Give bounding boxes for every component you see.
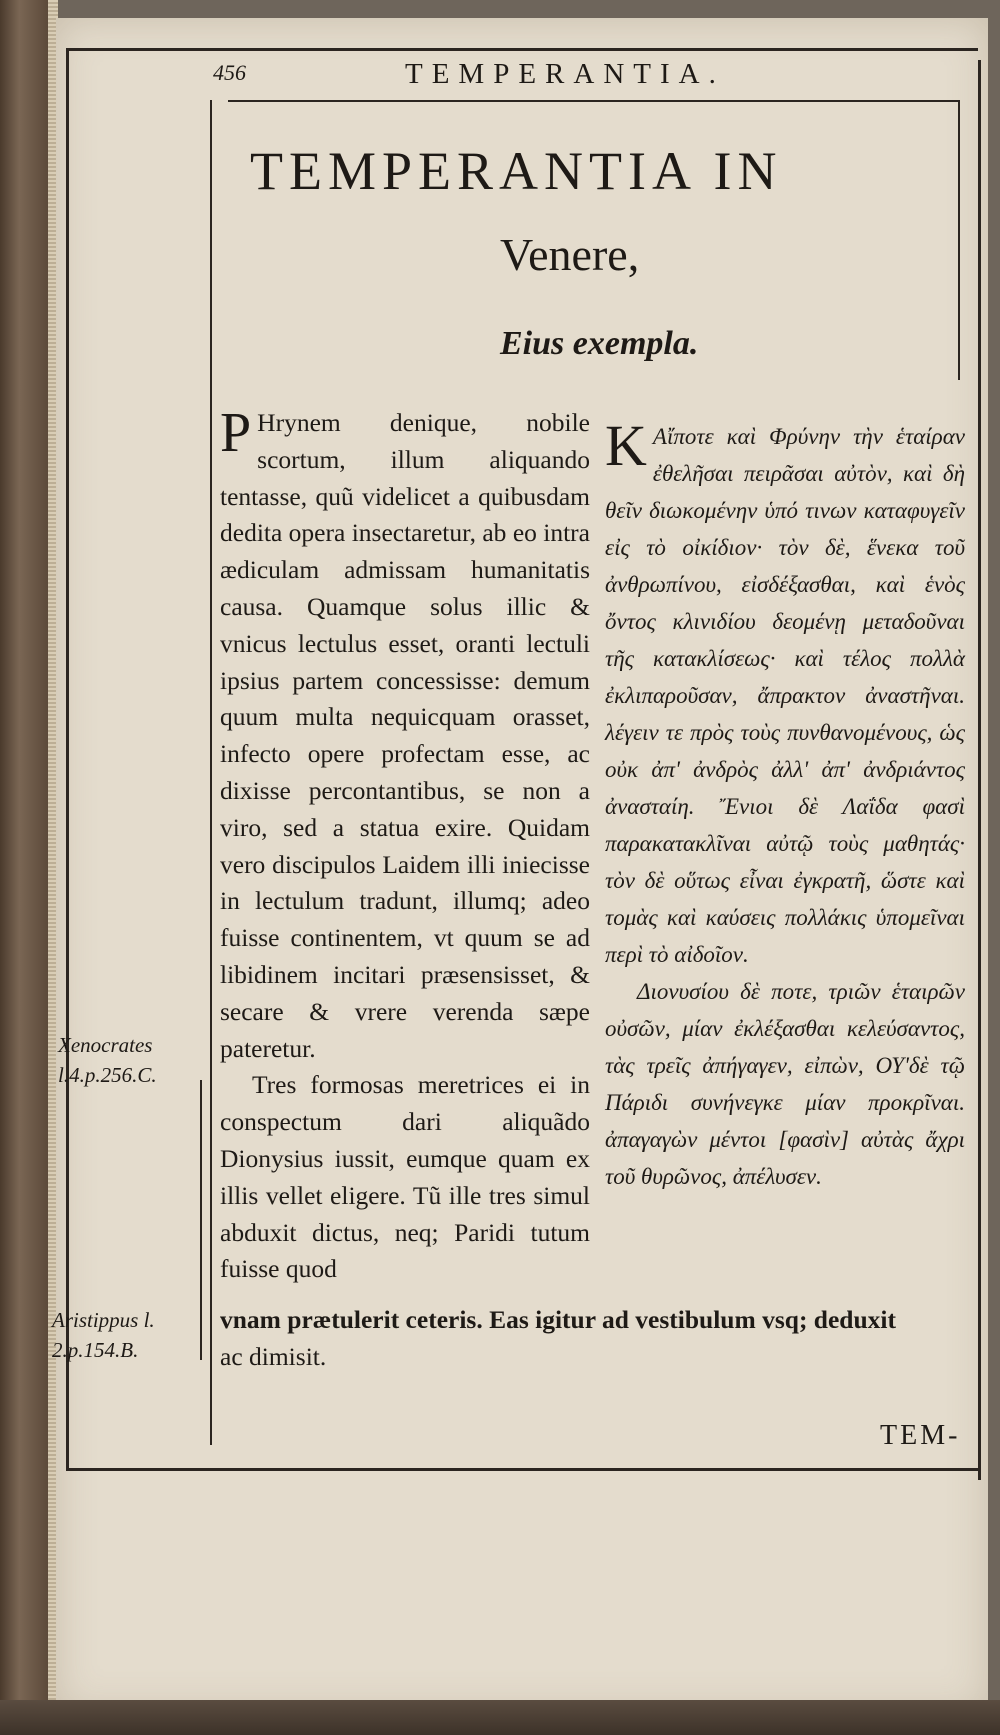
latin-dropcap: P [220, 402, 252, 464]
greek-dropcap: K [605, 413, 647, 478]
greek-paragraph-2: Διονυσίου δὲ ποτε, τριῶν ἑταιρῶν οὐσῶν, μίαν ἐκλέξασθαι κελεύσαντος, τὰς τρεῖς ἀπήγαγεν, εἰπὼν, ΟΥ'δὲ τῷ Πάριδι συνήνεγκε μίαν προκρῖναι. ἀπαγαγὼν μέντοι [φασὶν] αὐτὰς ἄχρι τοῦ θυρῶνος, ἀπέλυσεν. [605, 979, 965, 1189]
margin-note-xenocrates [58, 1030, 157, 1090]
margin-note-aristippus [52, 1305, 155, 1365]
frame-left-rule [66, 48, 69, 1468]
section-title-second-line: Venere, [500, 229, 640, 280]
greek-paragraph-1: Αἴποτε καὶ Φρύνην τὴν ἑταίραν ἐθελῆσαι πειρᾶσαι αὐτὸν, καὶ δὴ θεῖν διωκομένην ὑπό τινων καταφυγεῖν εἰς τὸ οἰκίδιον· τὸν δὲ, ἕνεκα τοῦ ἀνθρωπίνου, εἰσδέξασθαι, καὶ ἑνὸς ὄντος κλινιδίου δεομένῃ μεταδοῦναι τῆς κατακλίσεως· καὶ τέλος πολλὰ ἐκλιπαροῦσαν, ἄπρακτον ἀναστῆναι. λέγειν τε πρὸς τοὺς πυνθανομένους, ὡς οὐκ ἀπ' ἀνδρὸς ἀλλ' ἀπ' ἀνδριάντος ἀνασταίη. Ἔνιοι δὲ Λαΐδα φασὶ παρακατακλῖναι αὐτῷ τοὺς μαθητάς· τὸν δὲ οὕτως εἶναι ἐγκρατῆ, ὥστε καὶ τομὰς καὶ καύσεις πολλάκις ὑπομεῖναι περὶ τὸ αἰδοῖον. [605, 424, 965, 967]
margin-note-aristippus-author: Aristippus l. [52, 1308, 155, 1332]
page-number: 456 [213, 60, 246, 85]
margin-note-xenocrates-author: Xenocrates [58, 1033, 153, 1057]
latin-paragraph-2: Tres formosas meretrices ei in conspectum dari aliquãdo Dionysius iussit, eumque quam ex illis vellet eligere. Tũ ille tres simul abduxit dictus, neq; Paridi tutum fuisse quod [220, 1070, 590, 1284]
catchword: TEM- [880, 1420, 961, 1451]
latin-spanning-line-2: ac dimisit. [220, 1341, 327, 1371]
latin-column [220, 402, 590, 1295]
frame-right-rule [978, 60, 981, 1480]
latin-paragraph-1: Hrynem denique, nobile scortum, illum aliquando tentasse, quũ videlicet a quibusdam dedita opera insectaretur, ab eo intra ædiculam admissam humanitatis causa. Quamque solus illic & vnicus lectulus esset, oranti lectuli ipsius partem concessisse: demum quum multa nequicquam orasset, infecto opere profectam esse, ac dixisse percontantibus, se non a viro, sed a statua exire. Quidam vero discipulos Laidem illi iniecisse in lectulum tradunt, illumq; adeo fuisse continentem, vt quum se ad libidinem incitari præsensisset, & secare & vrere verenda sæpe pateretur. [220, 408, 590, 1063]
margin-note-aristippus-ref: 2.p.154.B. [52, 1338, 139, 1362]
greek-column [605, 413, 965, 1298]
book-spine [0, 0, 48, 1735]
latin-spanning-line-1: vnam prætulerit ceteris. Eas igitur ad vestibulum vsq; deduxit [220, 1305, 896, 1334]
header-underline-rule [228, 100, 958, 102]
section-subtitle: Eius exempla. [500, 325, 699, 362]
running-header [155, 58, 955, 98]
section-title: TEMPERANTIA IN [250, 141, 783, 201]
margin-note-xenocrates-ref: l.4.p.256.C. [58, 1063, 157, 1087]
text-block-left-rule [210, 100, 212, 1445]
running-title: TEMPERANTIA. [405, 58, 725, 90]
frame-bottom-rule [66, 1468, 980, 1471]
latin-spanning-text [220, 1302, 968, 1376]
bottom-shadow [0, 1700, 1000, 1735]
margin-column-rule [200, 1080, 202, 1360]
frame-top-rule [68, 48, 978, 51]
